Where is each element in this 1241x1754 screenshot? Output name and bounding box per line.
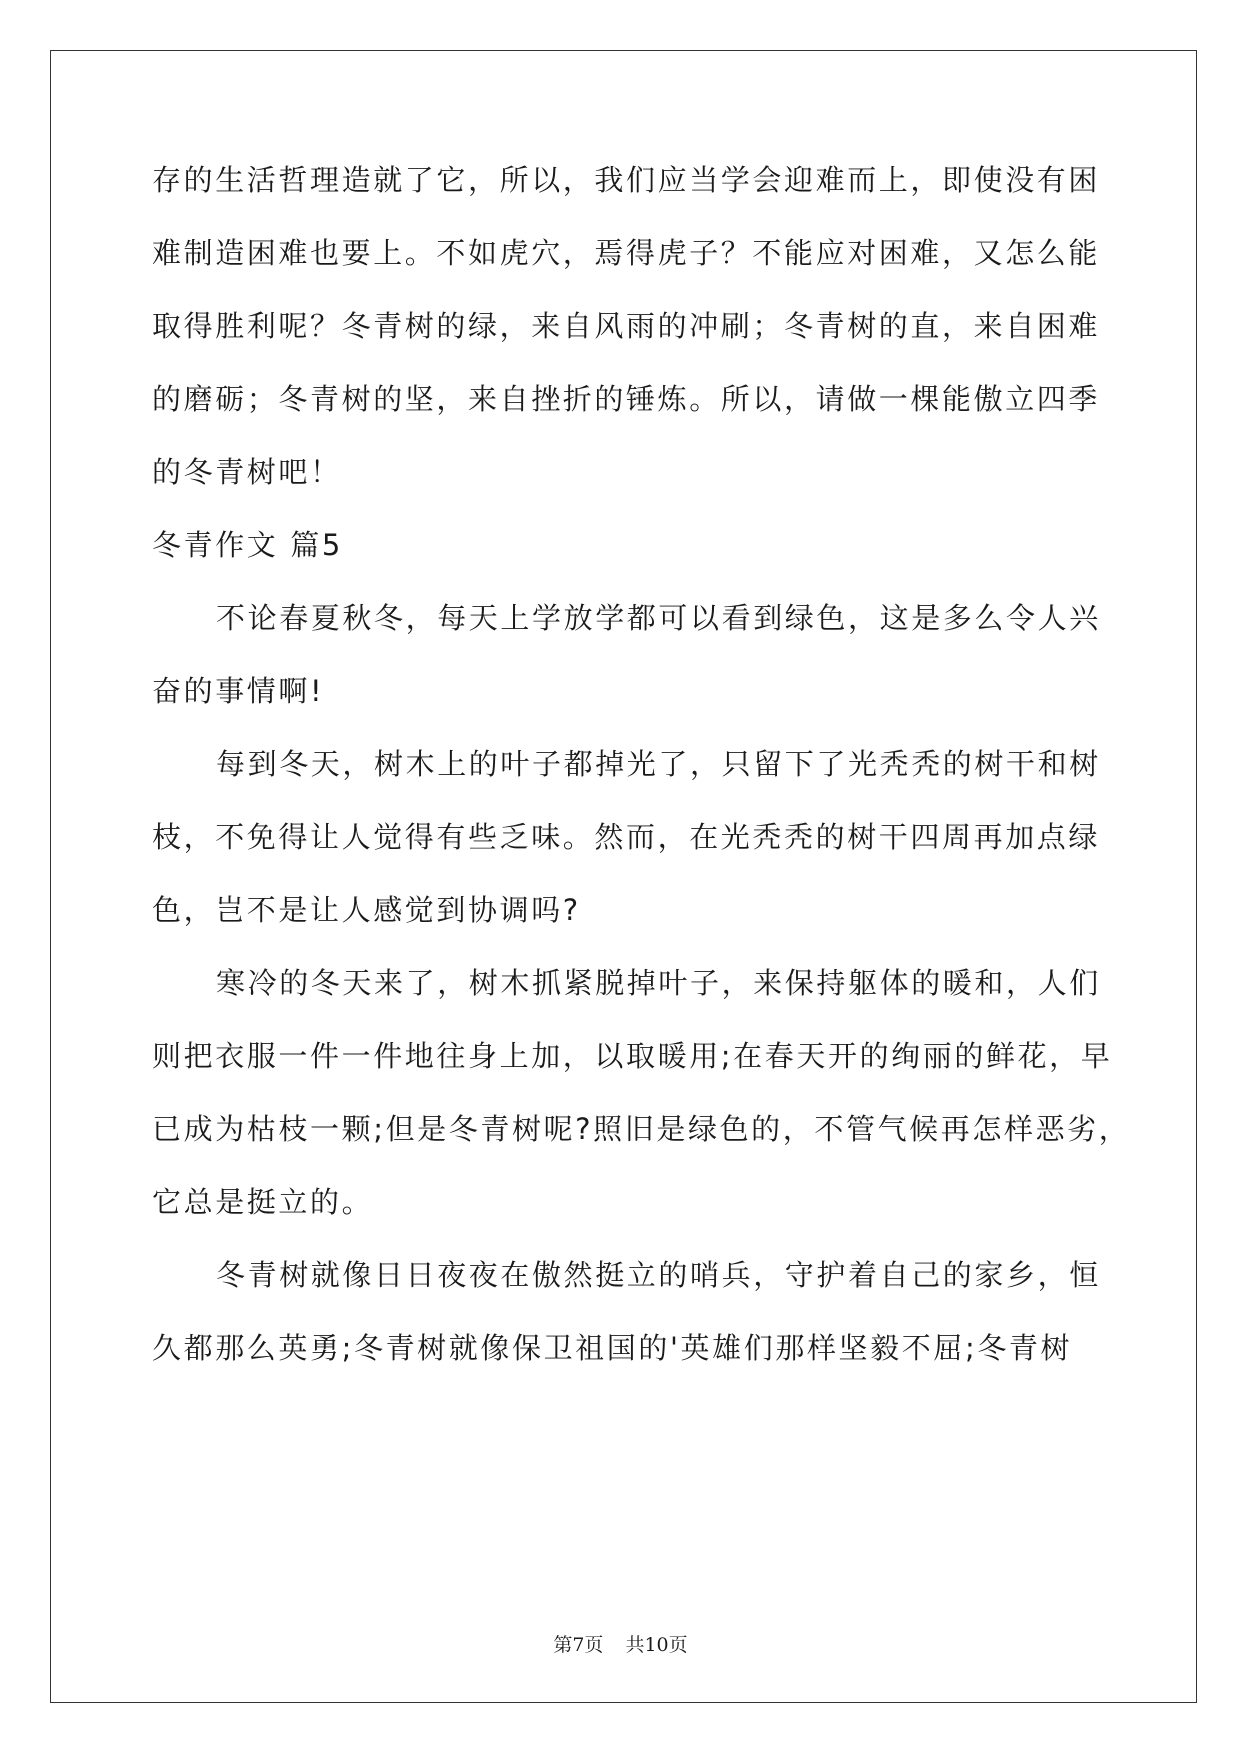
text-line: 难制造困难也要上。不如虎穴，焉得虎子？不能应对困难，又怎么能 (152, 236, 1101, 270)
text-line: 色，岂不是让人感觉到协调吗? (152, 893, 581, 927)
text-line: 它总是挺立的。 (152, 1185, 374, 1219)
text-line: 存的生活哲理造就了它，所以，我们应当学会迎难而上，即使没有困 (152, 163, 1101, 197)
text-line: 寒冷的冬天来了，树木抓紧脱掉叶子，来保持躯体的暖和，人们 (216, 966, 1101, 1000)
text-line: 取得胜利呢？冬青树的绿，来自风雨的冲刷；冬青树的直，来自困难 (152, 309, 1101, 343)
page-total: 共10页 (625, 1634, 688, 1656)
text-line: 冬青树就像日日夜夜在傲然挺立的哨兵，守护着自己的家乡，恒 (216, 1258, 1101, 1292)
text-line: 则把衣服一件一件地往身上加，以取暖用;在春天开的绚丽的鲜花，早 (152, 1039, 1113, 1073)
text-line: 奋的事情啊! (152, 674, 325, 708)
page-border (50, 50, 1197, 1703)
text-line: 不论春夏秋冬，每天上学放学都可以看到绿色，这是多么令人兴 (216, 601, 1101, 635)
page-number: 第7页 (553, 1634, 604, 1656)
text-line: 已成为枯枝一颗;但是冬青树呢?照旧是绿色的，不管气候再怎样恶劣， (152, 1112, 1131, 1146)
page-footer (0, 1630, 1241, 1657)
section-heading: 冬青作文 篇5 (152, 528, 343, 562)
text-line: 的冬青树吧！ (152, 455, 342, 489)
text-line: 枝，不免得让人觉得有些乏味。然而，在光秃秃的树干四周再加点绿 (152, 820, 1101, 854)
text-line: 的磨砺；冬青树的坚，来自挫折的锤炼。所以，请做一棵能傲立四季 (152, 382, 1101, 416)
text-line: 久都那么英勇;冬青树就像保卫祖国的'英雄们那样坚毅不屈;冬青树 (152, 1331, 1073, 1365)
text-line: 每到冬天，树木上的叶子都掉光了，只留下了光秃秃的树干和树 (216, 747, 1101, 781)
